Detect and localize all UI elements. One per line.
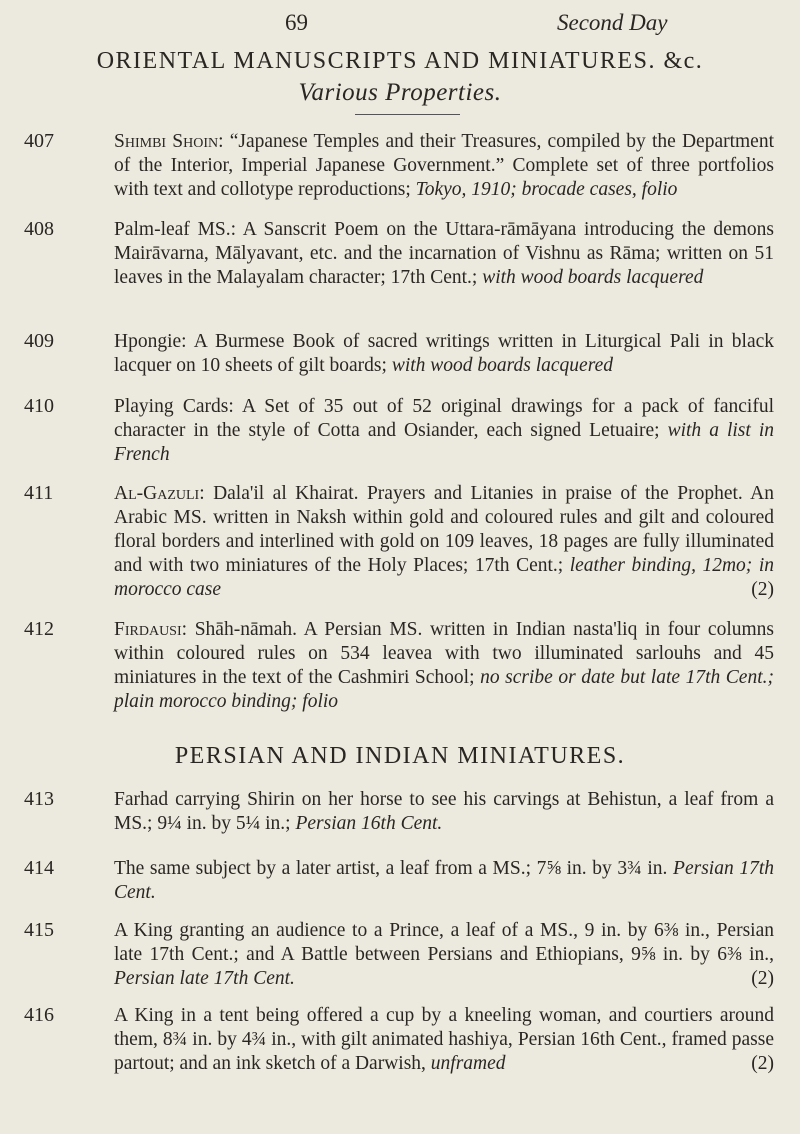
lot-quantity: (2): [751, 579, 774, 600]
lot-description: [114, 857, 774, 905]
lot-text: Playing Cards: A Set of 35 out of 52 original drawings for a pack of fanciful character in the style of Cotta and Osiander, each signed Letuaire;: [114, 396, 774, 441]
lot-italic: Persian late 17th Cent.: [114, 968, 295, 989]
sale-day: Second Day: [557, 10, 668, 35]
lot-italic: Tokyo, 1910; brocade cases, folio: [415, 179, 678, 200]
lot-number: 411: [24, 482, 54, 504]
lot-italic: with a list in French: [114, 420, 774, 465]
lot-text: Dala'il al Khairat. Prayers and Litanies in praise of the Prophet. An Arabic MS. written in Naksh within gold and coloured rules and gilt and coloured floral borders and interlined with gold on 109 leaves, 18 pages are fully illuminated and with two miniatures of the Holy Places; 17th Cent.;: [114, 483, 774, 576]
lot-description: [114, 919, 774, 991]
lot-text: A King granting an audience to a Prince, a leaf of a MS., 9 in. by 6⅜ in., Persian late 17th Cent.; and A Battle between Persians and Ethiopians, 9⅝ in. by 6⅜ in.,: [114, 920, 774, 965]
lot-number: 407: [24, 130, 54, 152]
lot-text: “Japanese Temples and their Treasures, compiled by the Department of the Interior, Imperial Japanese Government.” Complete set of three portfolios with text and collotype reproductions;: [114, 131, 774, 200]
lot-text: Farhad carrying Shirin on her horse to see his carvings at Behistun, a leaf from a MS.; 9¼ in. by 5¼ in.;: [114, 789, 774, 834]
lot-italic: leather binding, 12mo; in morocco case: [114, 555, 774, 600]
lot-number: 408: [24, 218, 54, 240]
lot-lead: Firdausi:: [114, 619, 188, 640]
lot-number: 409: [24, 330, 54, 352]
lot-description: [114, 788, 774, 836]
lot-italic: Persian 16th Cent.: [295, 813, 443, 834]
lot-quantity: (2): [751, 1053, 774, 1074]
lot-description: [114, 1004, 774, 1076]
lot-number: 414: [24, 857, 54, 879]
section-title-persian: PERSIAN AND INDIAN MINIATURES.: [174, 743, 626, 769]
lot-number: 413: [24, 788, 54, 810]
lot-number: 412: [24, 618, 54, 640]
lot-lead: Al-Gazuli:: [114, 483, 205, 504]
lot-description: [114, 130, 774, 202]
page-number: 69: [285, 10, 308, 35]
lot-italic: with wood boards lacquered: [482, 267, 704, 288]
lot-text: Palm-leaf MS.: A Sanscrit Poem on the Uttara-rāmāyana introducing the demons Mairāvarna, Mālyavant, etc. and the incarnation of Vishnu as Rāma; written on 51 leaves in the Malayalam character; 17th Cent.;: [114, 219, 774, 288]
lot-text: Shāh-nāmah. A Persian MS. written in Indian nasta'liq in four columns within coloured rules on 534 leavea with two illuminated sarlouhs and 45 miniatures in the text of the Cashmiri School;: [114, 619, 775, 688]
running-head: [0, 10, 800, 40]
lot-quantity: (2): [751, 968, 774, 989]
lot-text: A King in a tent being offered a cup by a kneeling woman, and courtiers around them, 8¾ in. by 4¾ in., with gilt animated hashiya, Persian 16th Cent., framed passe partout; and an ink sketch of a Darwish,: [114, 1005, 774, 1074]
lot-description: [114, 218, 774, 290]
lot-text: Hpongie: A Burmese Book of sacred writings written in Liturgical Pali in black lacquer on 10 sheets of gilt boards;: [114, 331, 774, 376]
lot-italic: no scribe or date but late 17th Cent.; plain morocco binding; folio: [114, 667, 774, 712]
lot-text: The same subject by a later artist, a leaf from a MS.; 7⅝ in. by 3¾ in.: [114, 858, 668, 879]
lot-italic: Persian 17th Cent.: [114, 858, 774, 903]
lot-lead: Shimbi Shoin:: [114, 131, 224, 152]
lot-italic: unframed: [430, 1053, 506, 1074]
section-title-oriental: ORIENTAL MANUSCRIPTS AND MINIATURES. &c.: [96, 48, 704, 74]
lot-description: [114, 395, 774, 467]
lot-description: [114, 618, 774, 714]
divider-rule: [355, 114, 460, 115]
lot-number: 415: [24, 919, 54, 941]
lot-description: [114, 482, 774, 602]
lot-italic: with wood boards lacquered: [391, 355, 613, 376]
lot-number: 410: [24, 395, 54, 417]
lot-number: 416: [24, 1004, 54, 1026]
section-subtitle: Various Properties.: [298, 79, 502, 106]
lot-description: [114, 330, 774, 378]
